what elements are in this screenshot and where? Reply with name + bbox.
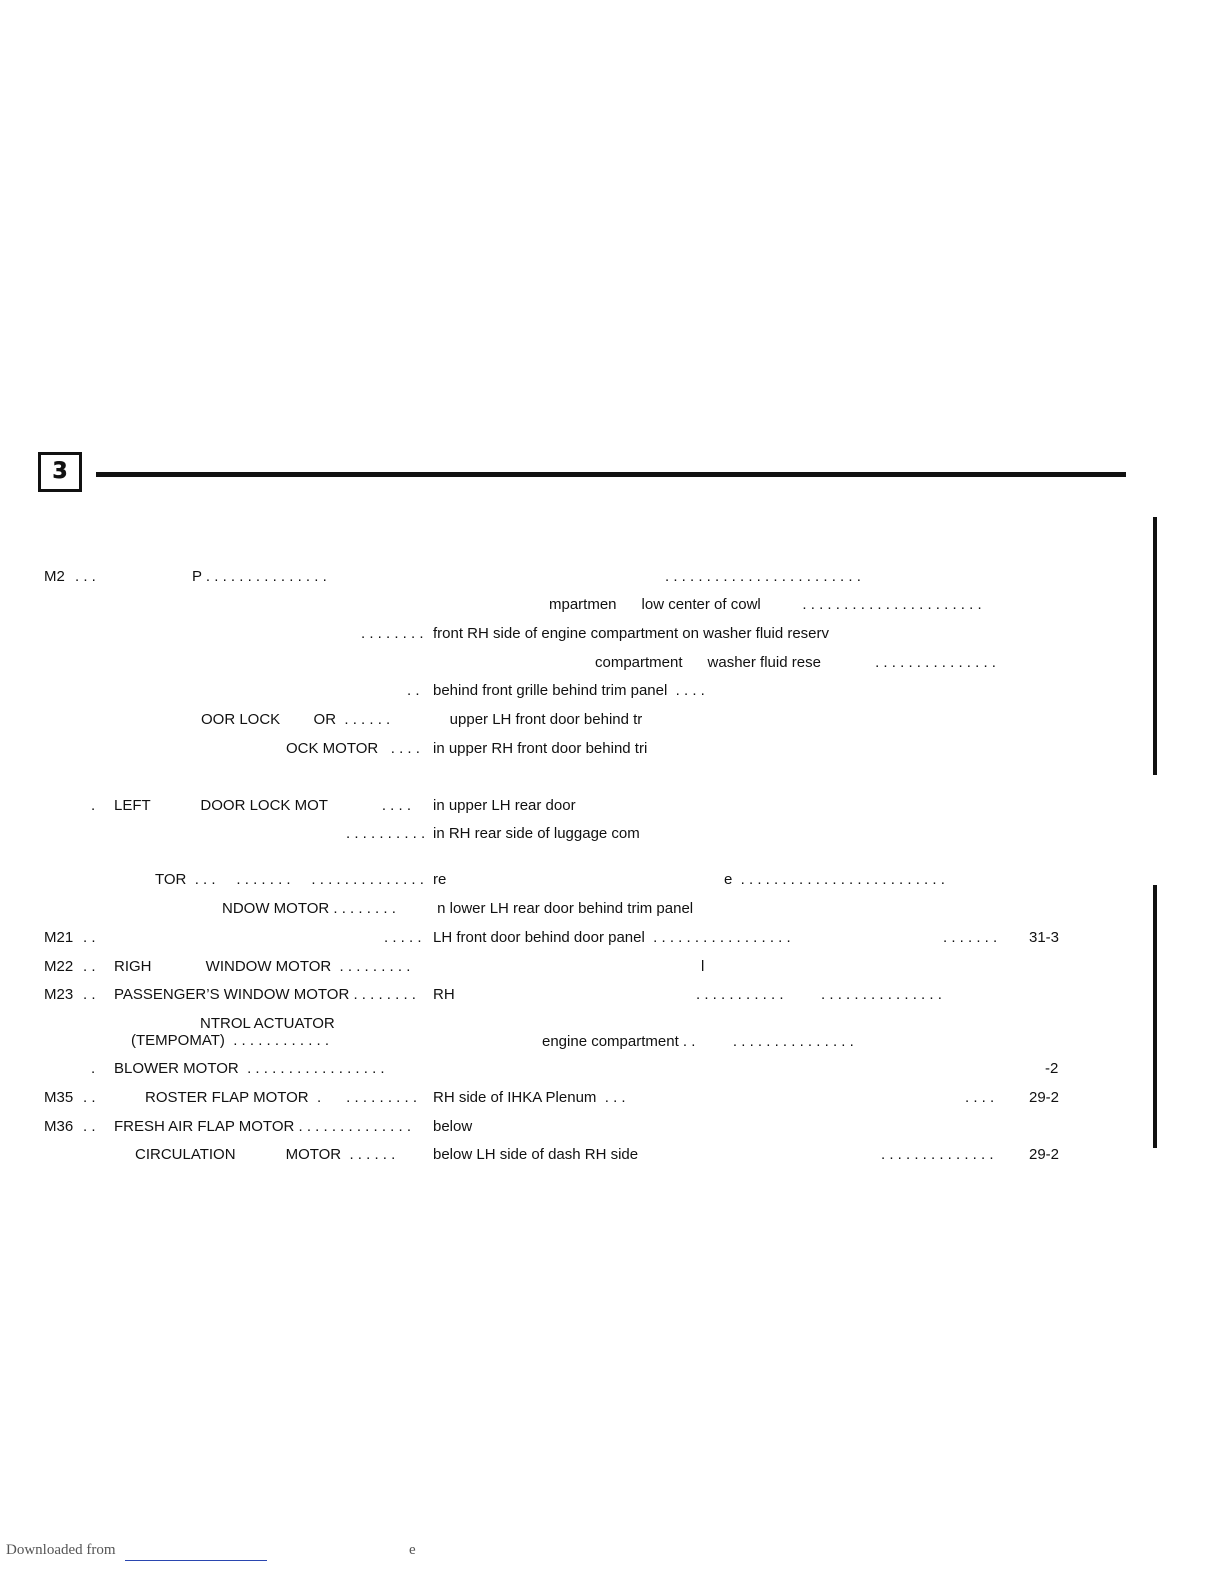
component-code: M23 <box>44 986 74 1003</box>
leader-dots: . . . . . <box>384 929 422 946</box>
location-text: engine compartment . . . . . . . . . . . . . . . . . <box>542 1033 854 1050</box>
component-name: OOR LOCK OR . . . . . . <box>201 711 391 728</box>
location-text: RH side of IHKA Plenum . . . <box>433 1089 626 1106</box>
location-text: below LH side of dash RH side <box>433 1146 639 1163</box>
leader-dots: . . . . . . . . . . . . . . . . . . . . . . . . . . <box>696 986 942 1003</box>
section-number: 3 <box>52 459 68 484</box>
leader-dots: . . <box>83 929 96 946</box>
component-code: M22 <box>44 958 74 975</box>
location-text: mpartmen low center of cowl . . . . . . . . . . . . . . . . . . . . . . <box>549 596 982 613</box>
footer-link[interactable] <box>125 1542 267 1561</box>
component-name: FRESH AIR FLAP MOTOR . . . . . . . . . . . . . . <box>114 1118 412 1135</box>
location-text: LH front door behind door panel . . . . . . . . . . . . . . . . . <box>433 929 791 946</box>
component-name: LEFT DOOR LOCK MOT . . . . <box>114 797 411 814</box>
leader-dots: . . <box>83 1089 96 1106</box>
revision-bar <box>1153 885 1157 1148</box>
leader-dots: . . . . . . . . . . <box>346 825 426 842</box>
page-reference: 29-2 <box>1029 1089 1060 1106</box>
component-name: RIGH WINDOW MOTOR . . . . . . . . . <box>114 958 411 975</box>
component-name: TOR . . . . . . . . . . . . . . . . . . . . . . . . <box>155 871 424 888</box>
component-name: PASSENGER’S WINDOW MOTOR . . . . . . . . <box>114 986 416 1003</box>
component-name: OCK MOTOR . . . . <box>286 740 420 757</box>
leader-dots: . . . . . . . . <box>361 625 424 642</box>
leader-dots: . . <box>83 1118 96 1135</box>
component-code: M36 <box>44 1118 74 1135</box>
component-name: P . . . . . . . . . . . . . . . <box>192 568 327 585</box>
component-name: BLOWER MOTOR . . . . . . . . . . . . . . . . . <box>114 1060 385 1077</box>
location-text: n lower LH rear door behind trim panel <box>433 900 694 917</box>
header-rule <box>96 472 1126 477</box>
footer-prefix: Downloaded from <box>6 1542 116 1558</box>
leader-dots: . . <box>407 682 420 699</box>
component-name: NTROL ACTUATOR <box>200 1015 335 1032</box>
leader-dots: . <box>91 797 96 814</box>
page-reference: -2 <box>1045 1060 1059 1077</box>
section-badge <box>38 452 82 492</box>
location-text: compartment washer fluid rese . . . . . . . . . . . . . . . <box>595 654 996 671</box>
leader-dots: . <box>91 1060 96 1077</box>
leader-dots: . . <box>83 958 96 975</box>
location-text: below <box>433 1118 473 1135</box>
leader-dots: . . . . <box>965 1089 995 1106</box>
page-reference: 29-2 <box>1029 1146 1060 1163</box>
leader-dots: . . . . . . . . . . . . . . . . . . . . . . . . <box>665 568 861 585</box>
location-text: in RH rear side of luggage com <box>433 825 640 842</box>
footer-suffix: e <box>409 1542 416 1558</box>
component-code: M2 <box>44 568 65 585</box>
component-code: M35 <box>44 1089 74 1106</box>
component-name: (TEMPOMAT) . . . . . . . . . . . . <box>131 1032 330 1049</box>
component-code: M21 <box>44 929 74 946</box>
component-name: CIRCULATION MOTOR . . . . . . <box>135 1146 396 1163</box>
page-reference: 31-3 <box>1029 929 1060 946</box>
location-text: re <box>433 871 447 888</box>
location-text: RH <box>433 986 455 1003</box>
location-text: front RH side of engine compartment on washer fluid reserv <box>433 625 830 642</box>
location-text: l <box>701 958 705 975</box>
leader-dots: . . . . . . . <box>943 929 998 946</box>
component-name: NDOW MOTOR . . . . . . . . <box>222 900 396 917</box>
location-text: upper LH front door behind tr <box>433 711 643 728</box>
revision-bar <box>1153 517 1157 775</box>
component-name: ROSTER FLAP MOTOR . . . . . . . . . . <box>145 1089 417 1106</box>
leader-dots: . . <box>83 986 96 1003</box>
location-text: in upper RH front door behind tri <box>433 740 648 757</box>
location-text: in upper LH rear door <box>433 797 576 814</box>
location-text: behind front grille behind trim panel . . . . <box>433 682 705 699</box>
leader-dots: e . . . . . . . . . . . . . . . . . . . . . . . . . <box>724 871 945 888</box>
leader-dots: . . . . . . . . . . . . . . <box>881 1146 994 1163</box>
leader-dots: . . . <box>75 568 96 585</box>
